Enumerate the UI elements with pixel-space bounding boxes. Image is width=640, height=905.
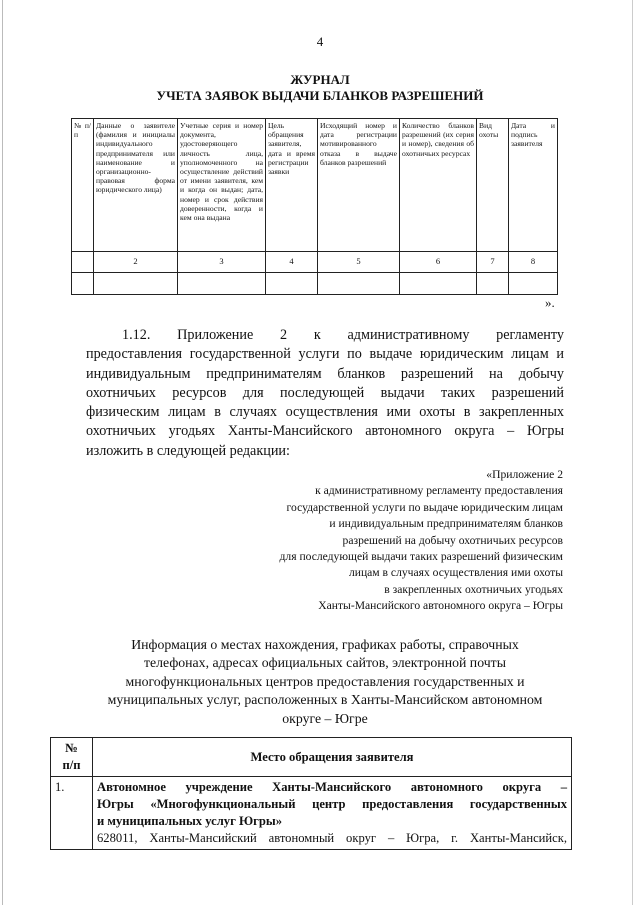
journal-title bbox=[0, 72, 640, 104]
journal-empty-cell bbox=[72, 273, 94, 295]
info-line: Информация о местах нахождения, графиках работы, справочных bbox=[131, 637, 519, 652]
journal-empty-cell bbox=[266, 273, 318, 295]
journal-empty-cell bbox=[94, 273, 178, 295]
amendment-paragraph bbox=[86, 326, 564, 461]
places-header-no-line: № bbox=[65, 741, 78, 755]
appendix-line: «Приложение 2 bbox=[486, 468, 563, 481]
page-number: 4 bbox=[316, 34, 324, 49]
appendix-line: и индивидуальным предпринимателям бланков bbox=[329, 517, 563, 531]
places-row-no: 1. bbox=[51, 777, 93, 850]
journal-header-cell: Исходящий номер и дата регистрации мотивированного отказа в выдаче бланков разрешений bbox=[318, 119, 400, 252]
paragraph-line: охотничьих угодьях Ханты-Мансийского автономного округа – Югры bbox=[86, 423, 564, 440]
info-line: муниципальных услуг, расположенных в Ханты-Мансийском автономном bbox=[107, 692, 543, 708]
journal-header-cell: Количество бланков разрешений (их серия и номер), сведения об охотничьих ресурсах bbox=[400, 119, 477, 252]
journal-number-cell: 3 bbox=[178, 252, 266, 273]
places-header-place: Место обращения заявителя bbox=[93, 738, 572, 777]
places-row-name-line: Автономное учреждение Ханты-Мансийского автономного округа – bbox=[97, 780, 567, 794]
journal-empty-cell bbox=[318, 273, 400, 295]
journal-empty-cell bbox=[477, 273, 509, 295]
journal-header-cell: Вид охоты bbox=[477, 119, 509, 252]
journal-number-cell: 4 bbox=[266, 252, 318, 273]
journal-empty-cell bbox=[178, 273, 266, 295]
journal-empty-cell bbox=[400, 273, 477, 295]
places-row-content bbox=[93, 777, 572, 850]
info-title bbox=[80, 636, 570, 728]
appendix-line: Ханты-Мансийского автономного округа – Югры bbox=[318, 599, 563, 613]
journal-title-line-1: ЖУРНАЛ bbox=[290, 72, 350, 87]
info-line: телефонах, адресах официальных сайтов, электронной почты bbox=[144, 655, 506, 671]
journal-header-cell: Цель обращения заявителя, дата и время регистрации заявки bbox=[266, 119, 318, 252]
page-edge-right bbox=[632, 0, 633, 905]
places-row-address: 628011, Ханты-Мансийский автономный округ – Югра, г. Ханты-Мансийск, bbox=[97, 831, 567, 845]
appendix-line: в закрепленных охотничьих угодьях bbox=[384, 582, 563, 596]
journal-table bbox=[71, 118, 558, 295]
journal-header-cell: Данные о заявителе (фамилия и инициалы индивидуального предпринимателя или наименование и организационно-правовая форма юридического лица) bbox=[94, 119, 178, 252]
appendix-line: разрешений на добычу охотничьих ресурсов bbox=[342, 533, 563, 547]
journal-header-row bbox=[72, 119, 558, 252]
journal-numbers-row bbox=[72, 252, 558, 273]
paragraph-line: предоставления государственной услуги по выдаче юридическим лицам и bbox=[86, 346, 564, 363]
journal-number-cell bbox=[72, 252, 94, 273]
paragraph-line: физическим лицам в случаях осуществления ими охоты в закрепленных bbox=[86, 404, 564, 421]
paragraph-line: охотничьих ресурсов для последующей выдачи таких разрешений bbox=[86, 384, 564, 401]
appendix-line: лицам в случаях осуществления ими охоты bbox=[348, 566, 563, 580]
places-header-row bbox=[51, 738, 572, 777]
appendix-line: к административному регламенту предоставления bbox=[315, 484, 563, 498]
places-header-no-line: п/п bbox=[62, 758, 81, 772]
journal-empty-cell bbox=[509, 273, 558, 295]
journal-header-cell: № п/п bbox=[72, 119, 94, 252]
journal-number-cell: 7 bbox=[477, 252, 509, 273]
journal-header-cell: Учетные серия и номер документа, удостоверяющего личность лица, уполномоченного на осуществление действий от имени заявителя, кем и когда он выдан; дата, номер и срок действия доверенности, когда и кем она выдана bbox=[178, 119, 266, 252]
paragraph-line: индивидуальным предпринимателям бланков разрешений на добычу bbox=[86, 365, 564, 382]
journal-title-line-2: УЧЕТА ЗАЯВОК ВЫДАЧИ БЛАНКОВ РАЗРЕШЕНИЙ bbox=[156, 88, 484, 103]
places-row-name-line: Югры «Многофункциональный центр предоставления государственных bbox=[97, 797, 567, 811]
info-line: округе – Югре bbox=[282, 710, 368, 726]
places-table bbox=[50, 737, 572, 850]
closing-quote: ». bbox=[545, 295, 555, 310]
paragraph-line: изложить в следующей редакции: bbox=[86, 442, 290, 459]
places-row-name-line: и муниципальных услуг Югры» bbox=[97, 814, 282, 828]
appendix-line: государственной услуги по выдаче юридическим лицам bbox=[286, 500, 563, 514]
journal-number-cell: 6 bbox=[400, 252, 477, 273]
journal-header-cell: Дата и подпись заявителя bbox=[509, 119, 558, 252]
info-line: многофункциональных центров предоставления государственных и bbox=[125, 673, 525, 689]
places-header-no bbox=[51, 738, 93, 777]
journal-number-cell: 8 bbox=[509, 252, 558, 273]
appendix-heading bbox=[200, 467, 563, 615]
paragraph-line: 1.12. Приложение 2 к административному регламенту bbox=[122, 327, 564, 343]
page-edge-left bbox=[2, 0, 3, 905]
journal-number-cell: 2 bbox=[94, 252, 178, 273]
journal-empty-row bbox=[72, 273, 558, 295]
journal-number-cell: 5 bbox=[318, 252, 400, 273]
places-row bbox=[51, 777, 572, 850]
appendix-line: для последующей выдачи таких разрешений физическим bbox=[279, 550, 563, 564]
